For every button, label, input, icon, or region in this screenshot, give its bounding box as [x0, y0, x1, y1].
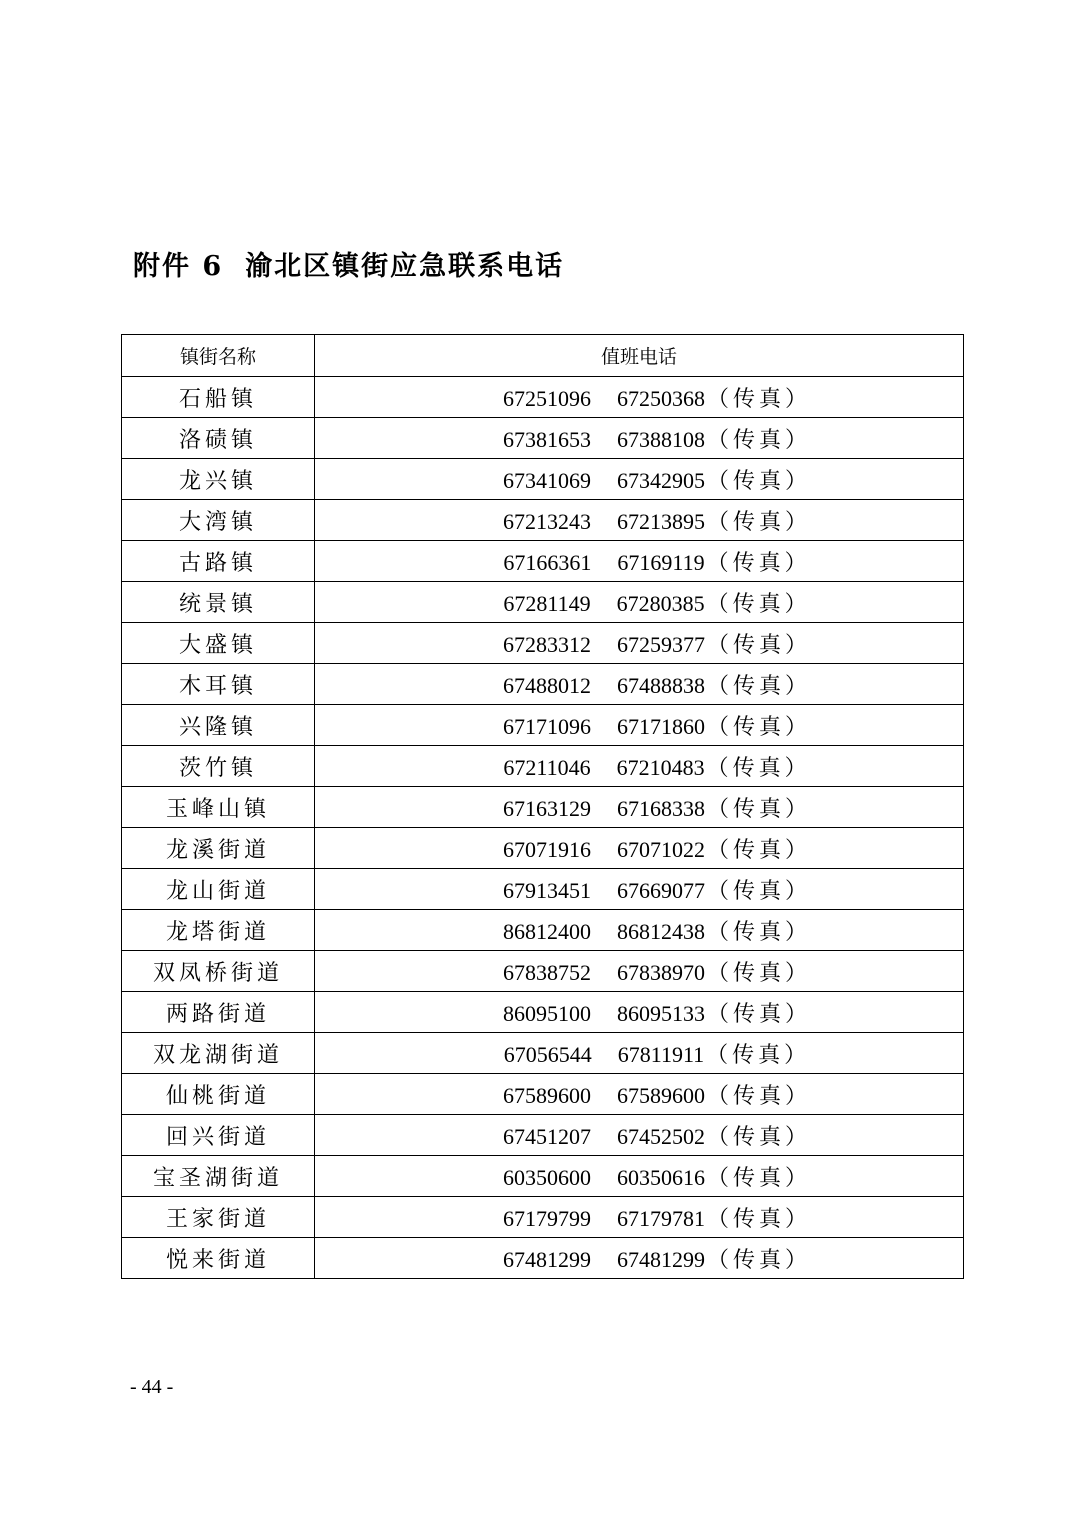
fax-number: 60350616 — [616, 1164, 705, 1190]
fax-number: 67071022 — [616, 836, 705, 862]
fax-number: 67280385 — [616, 590, 705, 616]
table-row — [122, 459, 964, 500]
town-name: 龙溪街道 — [122, 828, 315, 869]
fax-number: 67169119 — [617, 549, 705, 575]
duty-phone-cell — [315, 1115, 964, 1156]
fax-number: 67168338 — [616, 795, 705, 821]
table-row — [122, 1033, 964, 1074]
table-row — [122, 951, 964, 992]
phone-group — [468, 1038, 810, 1069]
fax-number: 67213895 — [616, 508, 705, 534]
duty-phone-number: 60350600 — [502, 1164, 591, 1190]
duty-phone-number: 67838752 — [502, 959, 591, 985]
duty-phone-number: 67451207 — [502, 1123, 591, 1149]
duty-phone-cell — [315, 910, 964, 951]
contacts-table — [121, 334, 964, 1279]
town-name: 回兴街道 — [122, 1115, 315, 1156]
duty-phone-cell — [315, 869, 964, 910]
town-name: 兴隆镇 — [122, 705, 315, 746]
duty-phone-number: 67166361 — [503, 549, 592, 575]
duty-phone-number: 86095100 — [502, 1000, 591, 1026]
table-row — [122, 664, 964, 705]
town-name: 大湾镇 — [122, 500, 315, 541]
town-name: 双龙湖街道 — [122, 1033, 315, 1074]
table-row — [122, 1074, 964, 1115]
duty-phone-cell — [315, 664, 964, 705]
fax-number: 67388108 — [616, 426, 705, 452]
fax-number: 67171860 — [616, 713, 705, 739]
duty-phone-cell — [315, 1074, 964, 1115]
town-name: 两路街道 — [122, 992, 315, 1033]
duty-phone-number: 67341069 — [502, 467, 591, 493]
phone-group — [467, 997, 811, 1028]
town-name: 宝圣湖街道 — [122, 1156, 315, 1197]
fax-label: （传真） — [706, 960, 811, 986]
fax-label: （传真） — [706, 919, 811, 945]
table-row — [122, 418, 964, 459]
fax-label: （传真） — [706, 878, 811, 904]
duty-phone-cell — [315, 582, 964, 623]
town-name: 玉峰山镇 — [122, 787, 315, 828]
table-row — [122, 869, 964, 910]
table-row — [122, 500, 964, 541]
fax-label: （传真） — [706, 755, 811, 781]
phone-group — [467, 956, 811, 987]
fax-number: 67481299 — [616, 1246, 705, 1272]
table-row — [122, 910, 964, 951]
table-row — [122, 541, 964, 582]
duty-phone-number: 67056544 — [503, 1041, 592, 1067]
duty-phone-cell — [315, 828, 964, 869]
duty-phone-cell — [315, 1238, 964, 1279]
phone-group — [467, 505, 811, 536]
table-row — [122, 1238, 964, 1279]
duty-phone-cell — [315, 541, 964, 582]
town-name: 古路镇 — [122, 541, 315, 582]
attachment-label: 附件 6 — [133, 251, 224, 282]
duty-phone-number: 67283312 — [502, 631, 591, 657]
duty-phone-cell — [315, 1197, 964, 1238]
duty-phone-number: 67488012 — [502, 672, 591, 698]
town-name: 茨竹镇 — [122, 746, 315, 787]
fax-label: （传真） — [706, 1001, 811, 1027]
duty-phone-number: 67171096 — [502, 713, 591, 739]
duty-phone-cell — [315, 746, 964, 787]
fax-label: （传真） — [706, 1124, 811, 1150]
duty-phone-number: 67251096 — [502, 385, 591, 411]
duty-phone-number: 67071916 — [502, 836, 591, 862]
table-header-row — [122, 335, 964, 377]
town-name: 洛碛镇 — [122, 418, 315, 459]
town-name: 龙兴镇 — [122, 459, 315, 500]
title-text: 渝北区镇街应急联系电话 — [245, 251, 565, 282]
duty-phone-cell — [315, 418, 964, 459]
fax-label: （传真） — [706, 468, 811, 494]
table-row — [122, 705, 964, 746]
table-row — [122, 582, 964, 623]
duty-phone-number: 67281149 — [503, 590, 591, 616]
table-row — [122, 828, 964, 869]
table-row — [122, 787, 964, 828]
page-number: - 44 - — [130, 1376, 174, 1398]
phone-group — [467, 1161, 811, 1192]
phone-group — [467, 546, 810, 577]
table-row — [122, 1156, 964, 1197]
fax-label: （传真） — [706, 796, 811, 822]
fax-number: 86095133 — [616, 1000, 705, 1026]
fax-number: 67488838 — [616, 672, 705, 698]
fax-label: （传真） — [706, 1206, 811, 1232]
fax-label: （传真） — [706, 1165, 811, 1191]
fax-number: 67259377 — [616, 631, 705, 657]
fax-number: 67452502 — [616, 1123, 705, 1149]
phone-group — [467, 833, 811, 864]
town-name: 统景镇 — [122, 582, 315, 623]
phone-group — [467, 423, 811, 454]
table-row — [122, 623, 964, 664]
town-name: 龙塔街道 — [122, 910, 315, 951]
table-row — [122, 1197, 964, 1238]
header-phone: 值班电话 — [315, 335, 964, 377]
table-row — [122, 1115, 964, 1156]
fax-label: （传真） — [706, 550, 811, 576]
duty-phone-cell — [315, 377, 964, 418]
fax-label: （传真） — [706, 386, 811, 412]
fax-number: 67811911 — [617, 1041, 705, 1067]
fax-label: （传真） — [706, 509, 811, 535]
duty-phone-number: 86812400 — [502, 918, 591, 944]
fax-label: （传真） — [706, 632, 811, 658]
town-name: 龙山街道 — [122, 869, 315, 910]
fax-label: （传真） — [706, 1247, 811, 1273]
town-name: 大盛镇 — [122, 623, 315, 664]
fax-number: 86812438 — [616, 918, 705, 944]
fax-number: 67838970 — [616, 959, 705, 985]
duty-phone-number: 67163129 — [502, 795, 591, 821]
duty-phone-number: 67381653 — [502, 426, 591, 452]
town-name: 仙桃街道 — [122, 1074, 315, 1115]
header-name: 镇街名称 — [122, 335, 315, 377]
town-name: 悦来街道 — [122, 1238, 315, 1279]
duty-phone-number: 67213243 — [502, 508, 591, 534]
fax-number: 67589600 — [616, 1082, 705, 1108]
duty-phone-cell — [315, 500, 964, 541]
town-name: 双凤桥街道 — [122, 951, 315, 992]
phone-group — [467, 710, 811, 741]
duty-phone-number: 67913451 — [502, 877, 591, 903]
duty-phone-number: 67211046 — [503, 754, 591, 780]
phone-group — [467, 628, 811, 659]
duty-phone-number: 67179799 — [502, 1205, 591, 1231]
duty-phone-cell — [315, 992, 964, 1033]
duty-phone-number: 67589600 — [502, 1082, 591, 1108]
table-row — [122, 746, 964, 787]
fax-label: （传真） — [706, 427, 811, 453]
phone-group — [467, 874, 811, 905]
phone-group — [467, 915, 811, 946]
table-body — [122, 377, 964, 1279]
fax-label: （传真） — [706, 1083, 811, 1109]
phone-group — [467, 382, 811, 413]
fax-label: （传真） — [706, 591, 811, 617]
phone-group — [467, 669, 811, 700]
phone-group — [467, 1202, 811, 1233]
fax-number: 67342905 — [616, 467, 705, 493]
fax-number: 67669077 — [616, 877, 705, 903]
fax-number: 67179781 — [616, 1205, 705, 1231]
table-row — [122, 377, 964, 418]
fax-label: （传真） — [706, 673, 811, 699]
duty-phone-cell — [315, 705, 964, 746]
duty-phone-number: 67481299 — [502, 1246, 591, 1272]
fax-number: 67210483 — [616, 754, 705, 780]
duty-phone-cell — [315, 459, 964, 500]
document-title — [133, 244, 564, 283]
town-name: 木耳镇 — [122, 664, 315, 705]
duty-phone-cell — [315, 623, 964, 664]
phone-group — [467, 587, 810, 618]
town-name: 王家街道 — [122, 1197, 315, 1238]
phone-group — [467, 792, 811, 823]
duty-phone-cell — [315, 1033, 964, 1074]
duty-phone-cell — [315, 1156, 964, 1197]
town-name: 石船镇 — [122, 377, 315, 418]
phone-group — [467, 1079, 811, 1110]
table-row — [122, 992, 964, 1033]
phone-group — [467, 1120, 811, 1151]
duty-phone-cell — [315, 787, 964, 828]
phone-group — [467, 1243, 811, 1274]
fax-label: （传真） — [706, 837, 811, 863]
phone-group — [467, 464, 811, 495]
fax-label: （传真） — [706, 714, 811, 740]
duty-phone-cell — [315, 951, 964, 992]
phone-group — [467, 751, 810, 782]
fax-number: 67250368 — [616, 385, 705, 411]
fax-label: （传真） — [706, 1042, 811, 1068]
